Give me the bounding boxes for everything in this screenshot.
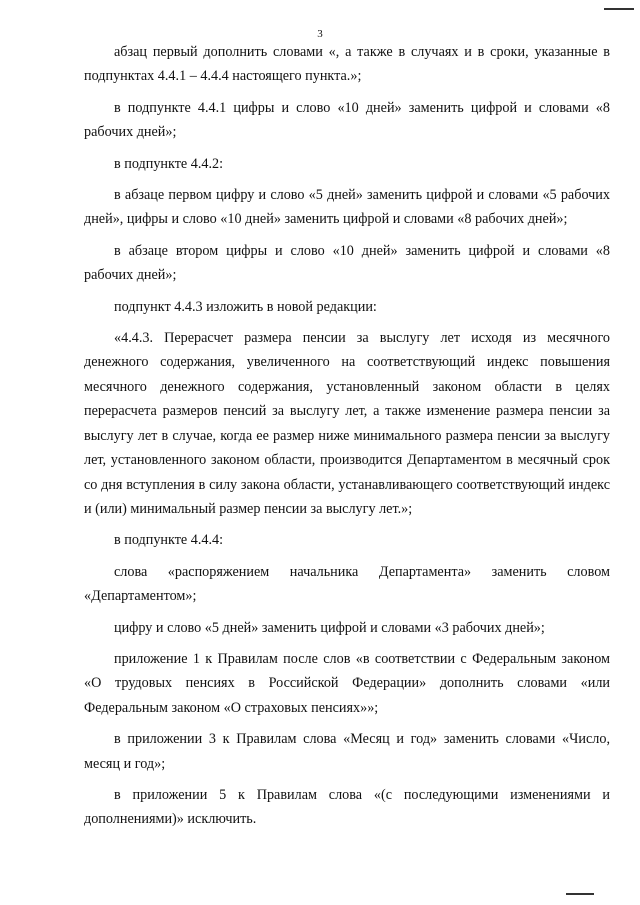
paragraph: абзац первый дополнить словами «, а также в случаях и в сроки, указанные в подпунктах 4.4.1 – 4.4.4 настоящего пункта.»;	[84, 44, 610, 85]
paragraph: в подпункте 4.4.2:	[114, 155, 224, 172]
paragraph: слова «распоряжением начальника Департамента» заменить словом «Департаментом»;	[84, 563, 610, 605]
paragraph: «4.4.3. Перерасчет размера пенсии за выслугу лет исходя из месячного денежного содержания, увеличенного на соответствующий индекс повышения месячного денежного содержания, установленный законом области в целях перерасчета размеров пенсий за выслугу лет, а также изменение размера пенсии за выслугу лет в случае, когда ее размер ниже минимального размера пенсии за выслугу лет, установленного законом области, производится Департаментом в месячный срок со дня вступления в силу закона области, устанавливающего соответствующий индекс и (или) минимальный размер пенсии за выслугу лет.»;	[84, 330, 610, 517]
page-number: 3	[317, 28, 323, 40]
paragraph: приложение 1 к Правилам после слов «в соответствии с Федеральным законом «О трудовых пенсиях в Российской Федерации» дополнить словами «или Федеральным законом «О страховых пенсиях»»;	[84, 650, 610, 716]
paragraph: в абзаце втором цифры и слово «10 дней» заменить цифрой и словами «8 рабочих дней»;	[84, 242, 610, 284]
paragraph: подпункт 4.4.3 изложить в новой редакции:	[114, 298, 377, 315]
paragraph: в приложении 5 к Правилам слова «(с последующими изменениями и дополнениями)» исключить.	[84, 786, 610, 828]
paragraph: в подпункте 4.4.1 цифры и слово «10 дней» заменить цифрой и словами «8 рабочих дней»;	[84, 99, 610, 141]
paragraph: цифру и слово «5 дней» заменить цифрой и словами «3 рабочих дней»;	[114, 619, 545, 636]
scan-mark-bottom-right	[566, 893, 594, 895]
paragraph: в приложении 3 к Правилам слова «Месяц и год» заменить словами «Число, месяц и год»;	[84, 731, 610, 772]
paragraph: в подпункте 4.4.4:	[114, 532, 224, 549]
paragraph: в абзаце первом цифру и слово «5 дней» заменить цифрой и словами «5 рабочих дней», цифры и слово «10 дней» заменить цифрой и словами «8 рабочих дней»;	[84, 187, 610, 228]
document-body	[84, 40, 610, 839]
scan-mark-top-right	[604, 8, 634, 10]
